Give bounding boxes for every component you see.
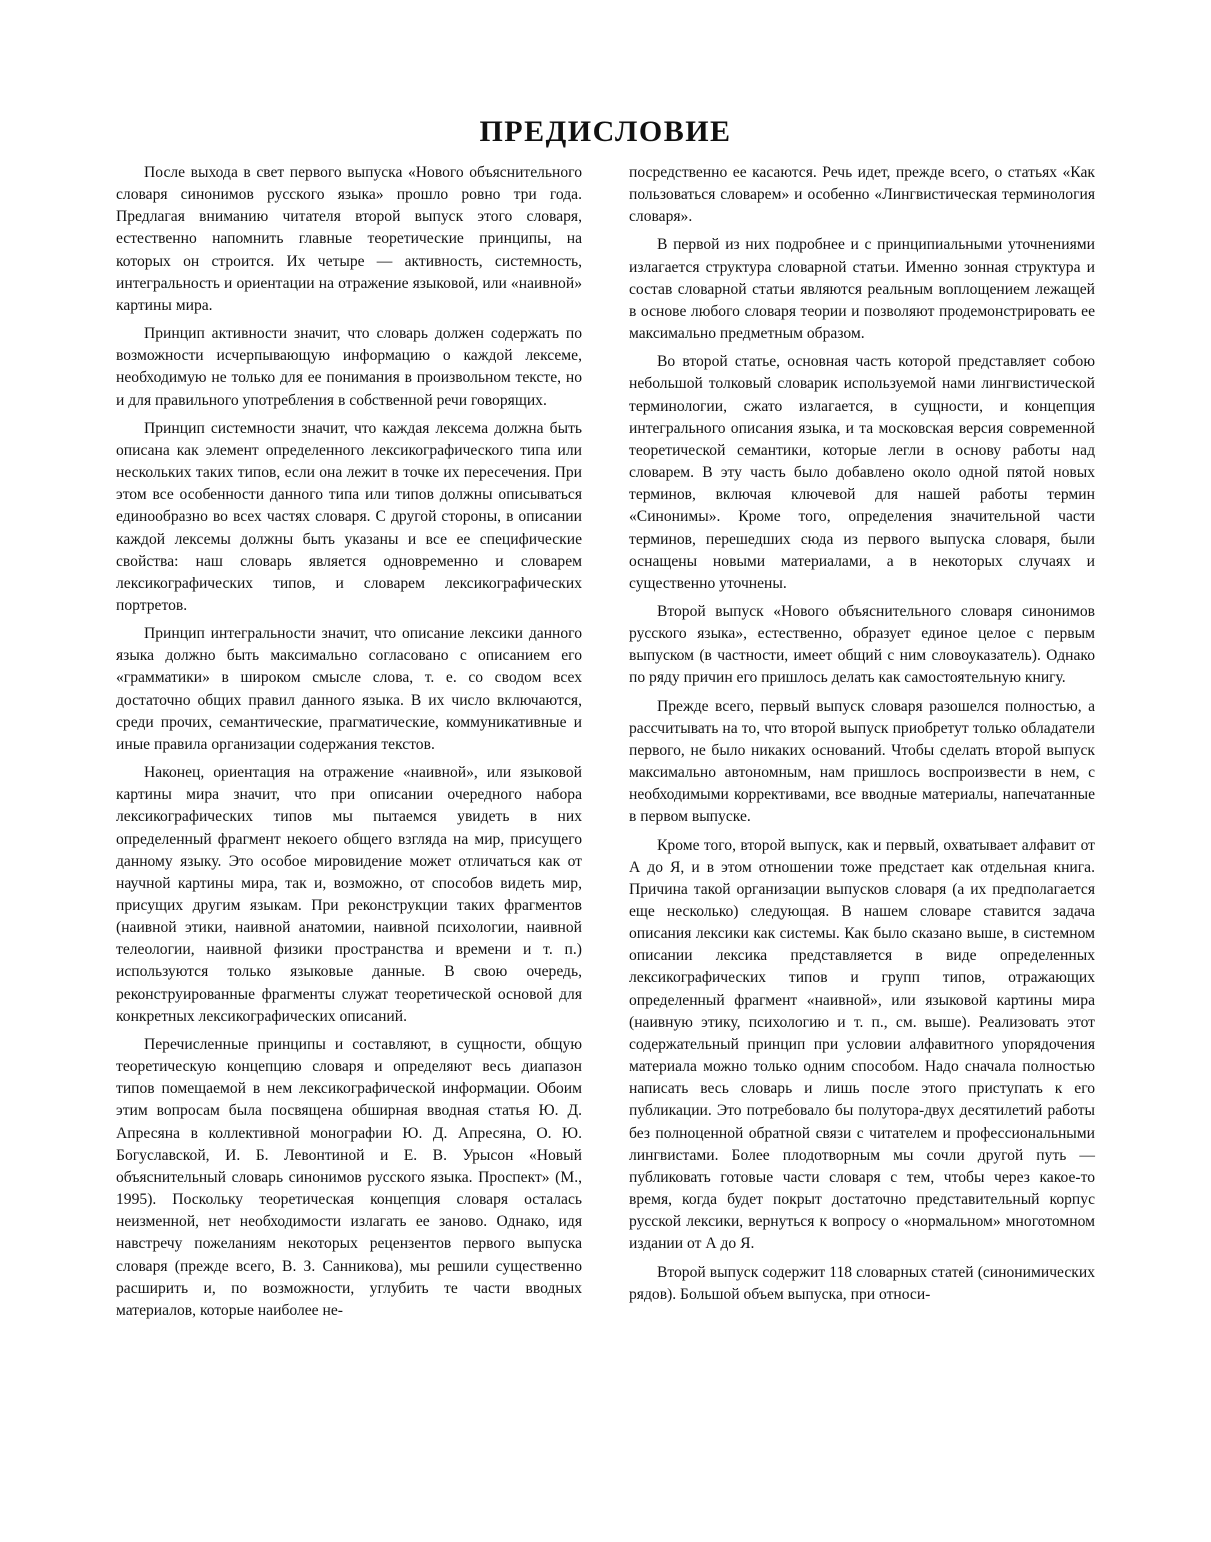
page-title: ПРЕДИСЛОВИЕ [479,115,732,148]
paragraph: Перечисленные принципы и составляют, в сущности, общую теоретическую концепцию словаря и определяют весь диапазон типов помещаемой в нем лексикографической информации. Обоим этим вопросам была посвящена обширная вводная статья Ю. Д. Апресяна в коллективной монографии Ю. Д. Апресяна, О. Ю. Богуславской, И. Б. Левонтиной и Е. В. Урысон «Новый объяснительный словарь синонимов русского языка. Проспект» (М., 1995). Поскольку теоретическая концепция словаря осталась неизменной, нет необходимости излагать ее заново. Однако, идя навстречу пожеланиям некоторых рецензентов первого выпуска словаря (прежде всего, В. З. Санникова), мы решили существенно расширить и, по возможности, углубить те части вводных материалов, которые наиболее не- [116,1035,582,1319]
paragraph: Второй выпуск «Нового объяснительного словаря синонимов русского языка», естественно, образует единое целое с первым выпуском (в частности, имеет общий с ним словоуказатель). Однако по ряду причин его пришлось делать как самостоятельную книгу. [629,602,1095,687]
paragraph: Во второй статье, основная часть которой представляет собою небольшой толковый словарик используемой нами лингвистической терминологии, сжато излагается, в сущности, и концепция интегрального описания языка, и та московская версия современной теоретической семантики, которые легли в основу работы над словарем. В эту часть было добавлено около одной пятой новых терминов, включая ключевой для нашей работы термин «Синонимы». Кроме того, определения значительной части терминов, перешедших сюда из первого выпуска словаря, были оснащены новыми материалами, а в некоторых случаях и существенно уточнены. [629,353,1095,592]
paragraph: Принцип активности значит, что словарь должен содержать по возможности исчерпывающую информацию о каждой лексеме, необходимую не только для ее понимания в произвольном тексте, но и для правильного употребления в собственной речи говорящих. [116,325,582,409]
right-column [629,162,1095,1312]
paragraph: После выхода в свет первого выпуска «Нового объяснительного словаря синонимов русского языка» прошло ровно три года. Предлагая вниманию читателя второй выпуск этого словаря, естественно напомнить главные теоретические принципы, на которых он строится. Их четыре — активность, системность, интегральность и ориентации на отражение языковой, или «наивной» картины мира. [116,164,582,314]
paragraph-continuation: посредственно ее касаются. Речь идет, прежде всего, о статьях «Как пользоваться словарем» и особенно «Лингвистическая терминология словаря». [629,164,1095,226]
paragraph: Кроме того, второй выпуск, как и первый, охватывает алфавит от А до Я, и в этом отношении тоже предстает как отдельная книга. Причина такой организации выпусков словаря (а их предполагается еще несколько) следующая. В нашем словаре ставится задача описания лексики как системы. Как было сказано выше, в системном описании лексика представляется в виде определенных лексикографических типов и групп типов, отражающих определенный фрагмент «наивной», или языковой картины мира (наивную этику, психологию и т. п., см. выше). Реализовать этот содержательный принцип при условии алфавитного упорядочения материала можно только одним способом. Надо сначала полностью написать весь словарь и лишь после этого приступать к его публикации. Это потребовало бы полутора-двух десятилетий работы без полноценной обратной связи с читателем и профессиональными лингвистами. Более плодотворным мы сочли другой путь — публиковать готовые части словаря с тем, чтобы через какое-то время, когда будет покрыт достаточно представительный корпус русской лексики, вернуться к вопросу о «нормальном» многотомном издании от А до Я. [629,836,1095,1253]
paragraph: Второй выпуск содержит 118 словарных статей (синонимических рядов). Большой объем выпуска, при относи- [629,1263,1095,1303]
left-column [116,162,582,1328]
paragraph: Принцип интегральности значит, что описание лексики данного языка должно быть максимально согласовано с описанием его «грамматики» в широком смысле слова, т. е. со сводом всех достаточно общих правил данного языка. В их число включаются, среди прочих, семантические, прагматические, коммуникативные и иные правила организации содержания текстов. [116,625,582,753]
paragraph: В первой из них подробнее и с принципиальными уточнениями излагается структура словарной статьи. Именно зонная структура и состав словарной статьи являются реальным воплощением лежащей в основе любого словаря теории и позволяют продемонстрировать ее максимально предметным образом. [629,236,1095,343]
paragraph: Прежде всего, первый выпуск словаря разошелся полностью, а рассчитывать на то, что второй выпуск приобретут только обладатели первого, не было никаких оснований. Чтобы сделать второй выпуск максимально автономным, нам пришлось воспроизвести в нем, с необходимыми коррективами, все вводные материалы, напечатанные в первом выпуске. [629,697,1095,826]
paragraph: Принцип системности значит, что каждая лексема должна быть описана как элемент определенного лексикографического типа или нескольких таких типов, если она лежит в точке их пересечения. При этом все особенности данного типа или типов должны описываться единообразно во всех частях словаря. С другой стороны, в описании каждой лексемы должны быть указаны и все ее специфические свойства: наш словарь является одновременно и словарем лексикографических типов, и словарем лексикографических портретов. [116,419,582,614]
paragraph: Наконец, ориентация на отражение «наивной», или языковой картины мира значит, что при описании очередного набора лексикографических типов мы пытаемся увидеть в них определенный фрагмент некоего общего взгляда на мир, присущего данному языку. Это особое мировидение может отличаться как от научной картины мира, так и, возможно, от способов видеть мир, присущих другим языкам. При реконструкции таких фрагментов (наивной этики, наивной анатомии, наивной психологии, наивной телеологии, наивной физики пространства и времени и т. п.) используются только языковые данные. В свою очередь, реконструированные фрагменты служат теоретической основой для конкретных лексикографических описаний. [116,764,582,1025]
